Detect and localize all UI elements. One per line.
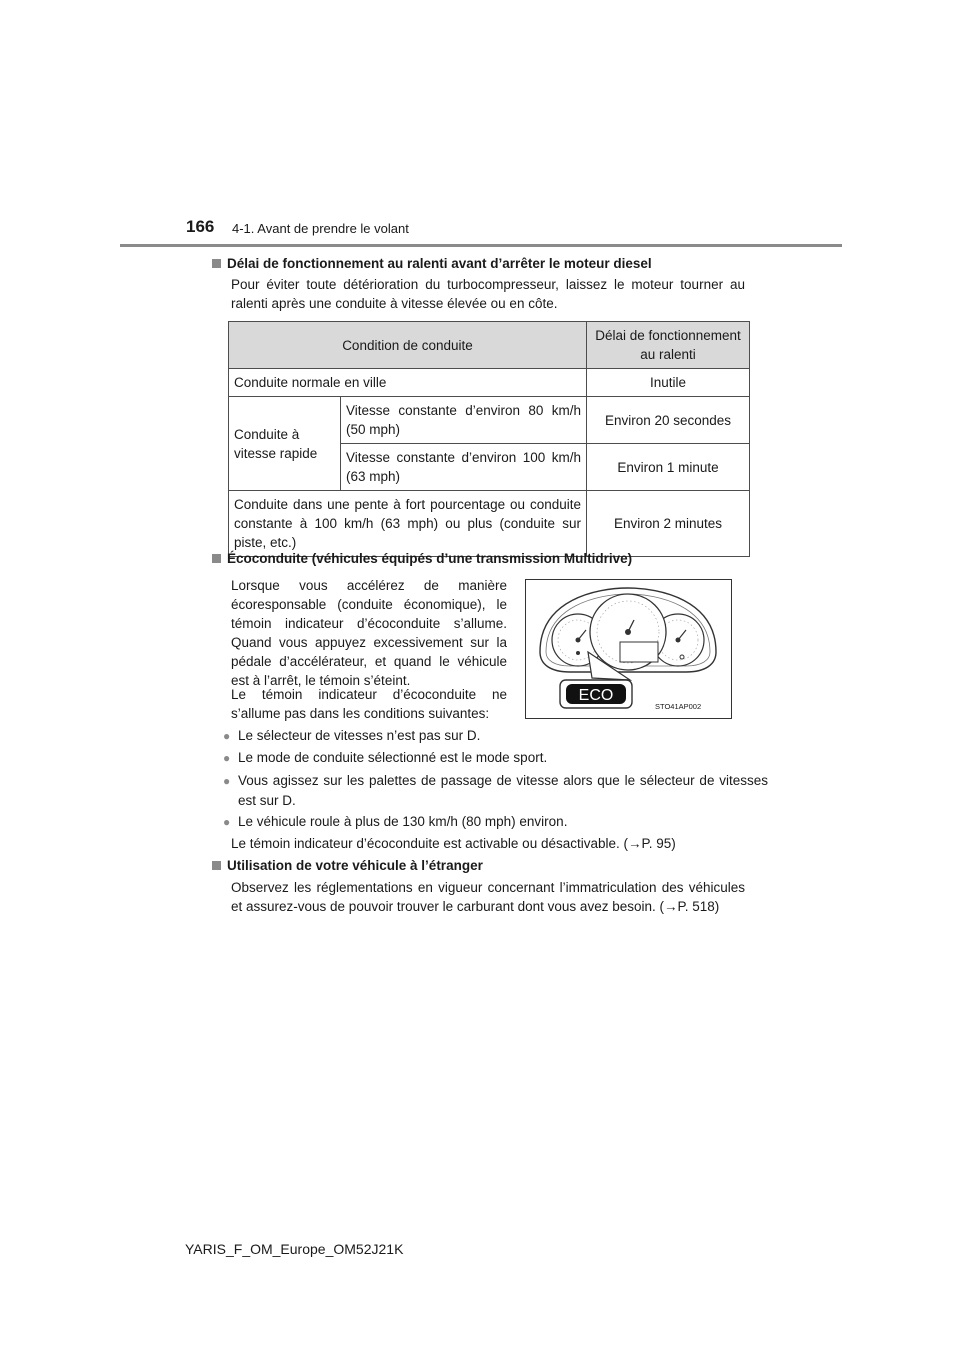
instrument-cluster-illustration	[526, 580, 731, 718]
eco-paragraph-1: Lorsque vous accélérez de manière écoresponsable (conduite économique), le témoin indicateur d’écoconduite s’allume. Quand vous appuyez excessivement sur la pédale d’accélérateur, et quand le véhicule est à l’arrêt, le témoin s’éteint.	[231, 578, 507, 688]
idle-heading-text: Délai de fonctionnement au ralenti avant d’arrêter le moteur diesel	[227, 256, 652, 271]
eco-indicator-label: ECO	[578, 687, 614, 704]
table-cell-delay: Inutile	[587, 369, 750, 397]
table-cell-condition: Vitesse constante d’environ 100 km/h (63 mph)	[341, 444, 587, 491]
idle-heading	[212, 254, 652, 273]
eco-heading	[212, 549, 632, 568]
circle-bullet-icon: ●	[223, 815, 231, 829]
figure-code: STO41AP002	[655, 702, 702, 711]
table-cell-delay: Environ 2 minutes	[587, 491, 750, 557]
abroad-heading	[212, 856, 483, 875]
list-item	[223, 748, 768, 768]
list-item-text: Vous agissez sur les palettes de passage de vitesse alors que le sélecteur de vitesses est sur D.	[238, 773, 768, 808]
circle-bullet-icon: ●	[223, 729, 231, 743]
circle-bullet-icon: ●	[223, 774, 231, 788]
list-item-text: Le mode de conduite sélectionné est le mode sport.	[238, 750, 548, 765]
list-item	[223, 771, 768, 810]
page-number: 166	[186, 217, 215, 236]
section-reference: 4-1. Avant de prendre le volant	[232, 221, 409, 236]
table-cell-delay: Environ 1 minute	[587, 444, 750, 491]
header-rule	[120, 244, 842, 247]
list-item	[223, 726, 768, 746]
table-cell-condition: Conduite normale en ville	[229, 369, 587, 397]
table-cell-delay: Environ 20 secondes	[587, 397, 750, 444]
eco-paragraph-2: Le témoin indicateur d’écoconduite ne s’allume pas dans les conditions suivantes:	[231, 687, 507, 721]
eco-figure	[525, 579, 732, 719]
table-header-delay: Délai de fonctionnement au ralenti	[587, 322, 750, 369]
table-cell-condition: Vitesse constante d’environ 80 km/h (50 mph)	[341, 397, 587, 444]
abroad-text: Observez les réglementations en vigueur concernant l’immatriculation des véhicules et assurez-vous de pouvoir trouver le carburant dont vous avez besoin. (→P. 518)	[231, 880, 745, 914]
table-header-condition: Condition de conduite	[229, 322, 587, 369]
idle-table	[228, 321, 750, 557]
list-item	[223, 812, 768, 832]
table-row	[229, 397, 750, 444]
eco-heading-text: Écoconduite (véhicules équipés d’une transmission Multidrive)	[227, 551, 633, 566]
eco-note: Le témoin indicateur d’écoconduite est activable ou désactivable. (→P. 95)	[231, 836, 676, 851]
footer-doc-id: YARIS_F_OM_Europe_OM52J21K	[185, 1241, 404, 1257]
table-header-row	[229, 322, 750, 369]
table-cell-condition: Conduite dans une pente à fort pourcentage ou conduite constante à 100 km/h (63 mph) ou plus (conduite sur piste, etc.)	[229, 491, 587, 557]
list-item-text: Le véhicule roule à plus de 130 km/h (80 mph) environ.	[238, 814, 568, 829]
abroad-heading-text: Utilisation de votre véhicule à l’étranger	[227, 858, 483, 873]
list-item-text: Le sélecteur de vitesses n’est pas sur D.	[238, 728, 481, 743]
square-bullet-icon	[212, 861, 221, 870]
table-row	[229, 369, 750, 397]
circle-bullet-icon: ●	[223, 751, 231, 765]
table-row	[229, 491, 750, 557]
idle-intro: Pour éviter toute détérioration du turbocompresseur, laissez le moteur tourner au ralenti après une conduite à vitesse élevée ou en côte.	[231, 277, 745, 311]
square-bullet-icon	[212, 554, 221, 563]
square-bullet-icon	[212, 259, 221, 268]
table-cell-group: Conduite à vitesse rapide	[229, 397, 341, 491]
